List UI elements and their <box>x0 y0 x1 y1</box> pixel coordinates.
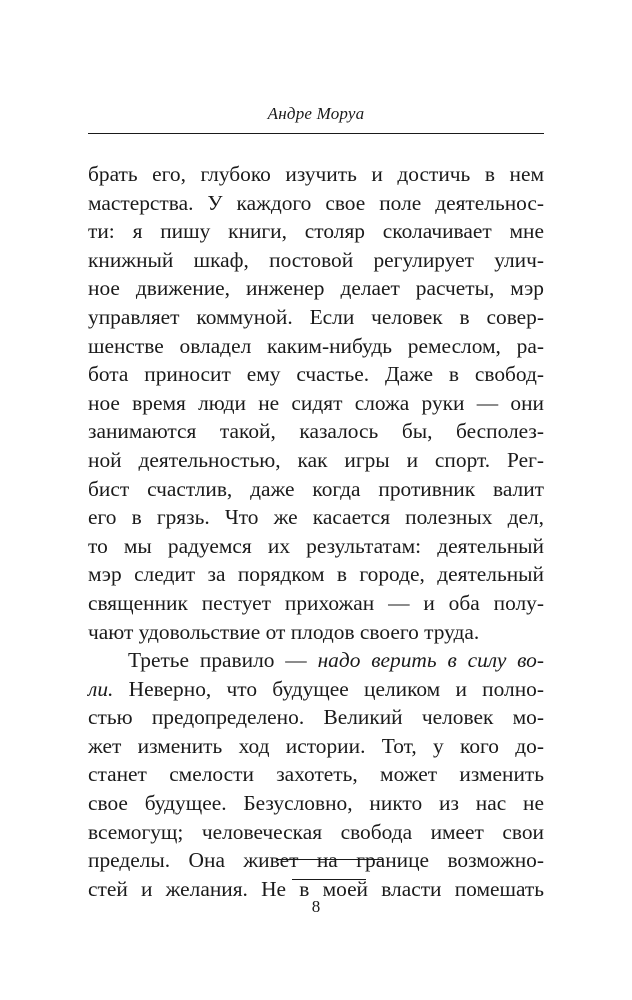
text-line <box>88 675 544 704</box>
text-line: ти: я пишу книги, столяр сколачивает мне <box>88 219 544 244</box>
body-text <box>88 160 544 903</box>
text-line: то мы радуемся их результатам: деятельный <box>88 533 544 558</box>
text-line: свое будущее. Безусловно, никто из нас не <box>88 791 544 816</box>
text-span: Неверно, что будущее целиком и полно- <box>113 676 544 701</box>
text-line: мастерства. У каждого свое поле деятельнос- <box>88 190 544 215</box>
page-number: 8 <box>311 897 321 916</box>
text-line: бист счастлив, даже когда противник валит <box>88 476 544 501</box>
text-line: ной деятельностью, как игры и спорт. Рег- <box>88 447 544 472</box>
text-line: управляет коммуной. Если человек в совер- <box>88 304 544 329</box>
footer-rule-lower <box>292 879 366 880</box>
header-rule <box>88 133 544 134</box>
paragraph-first-line <box>88 646 544 675</box>
text-line: священник пестует прихожан — и оба полу- <box>88 590 544 615</box>
text-line: жет изменить ход истории. Тот, у кого до- <box>88 733 544 758</box>
text-line: бота приносит ему счастье. Даже в свобод- <box>88 362 544 387</box>
text-line: стью предопределено. Великий человек мо- <box>88 705 544 730</box>
text-line: шенстве овладел каким-нибудь ремеслом, ра- <box>88 333 544 358</box>
text-line: занимаются такой, казалось бы, бесполез- <box>88 419 544 444</box>
emphasis-text: надо верить в силу во- <box>317 648 544 673</box>
text-line: стей и желания. Не в моей власти помешать <box>88 876 544 901</box>
emphasis-text: ли. <box>88 676 114 701</box>
paragraph-last-line: чают удовольствие от плодов своего труда. <box>88 619 480 644</box>
text-line: мэр следит за порядком в городе, деятельный <box>88 562 544 587</box>
text-line: станет смелости захотеть, может изменить <box>88 762 544 787</box>
text-line: ное движение, инженер делает расчеты, мэр <box>88 276 544 301</box>
text-line: его в грязь. Что же касается полезных дел, <box>88 505 544 530</box>
text-span: Третье правило — <box>128 648 318 673</box>
text-line: брать его, глубоко изучить и достичь в нем <box>88 162 544 186</box>
text-line: книжный шкаф, постовой регулирует улич- <box>88 247 544 272</box>
text-line: всемогущ; человеческая свобода имеет свои <box>88 819 544 844</box>
text-line: пределы. Она живет на границе возможно- <box>88 848 544 873</box>
footer-rule-upper <box>276 859 382 860</box>
text-line: ное время люди не сидят сложа руки — они <box>88 390 544 415</box>
running-head-author: Андре Моруа <box>267 104 365 123</box>
